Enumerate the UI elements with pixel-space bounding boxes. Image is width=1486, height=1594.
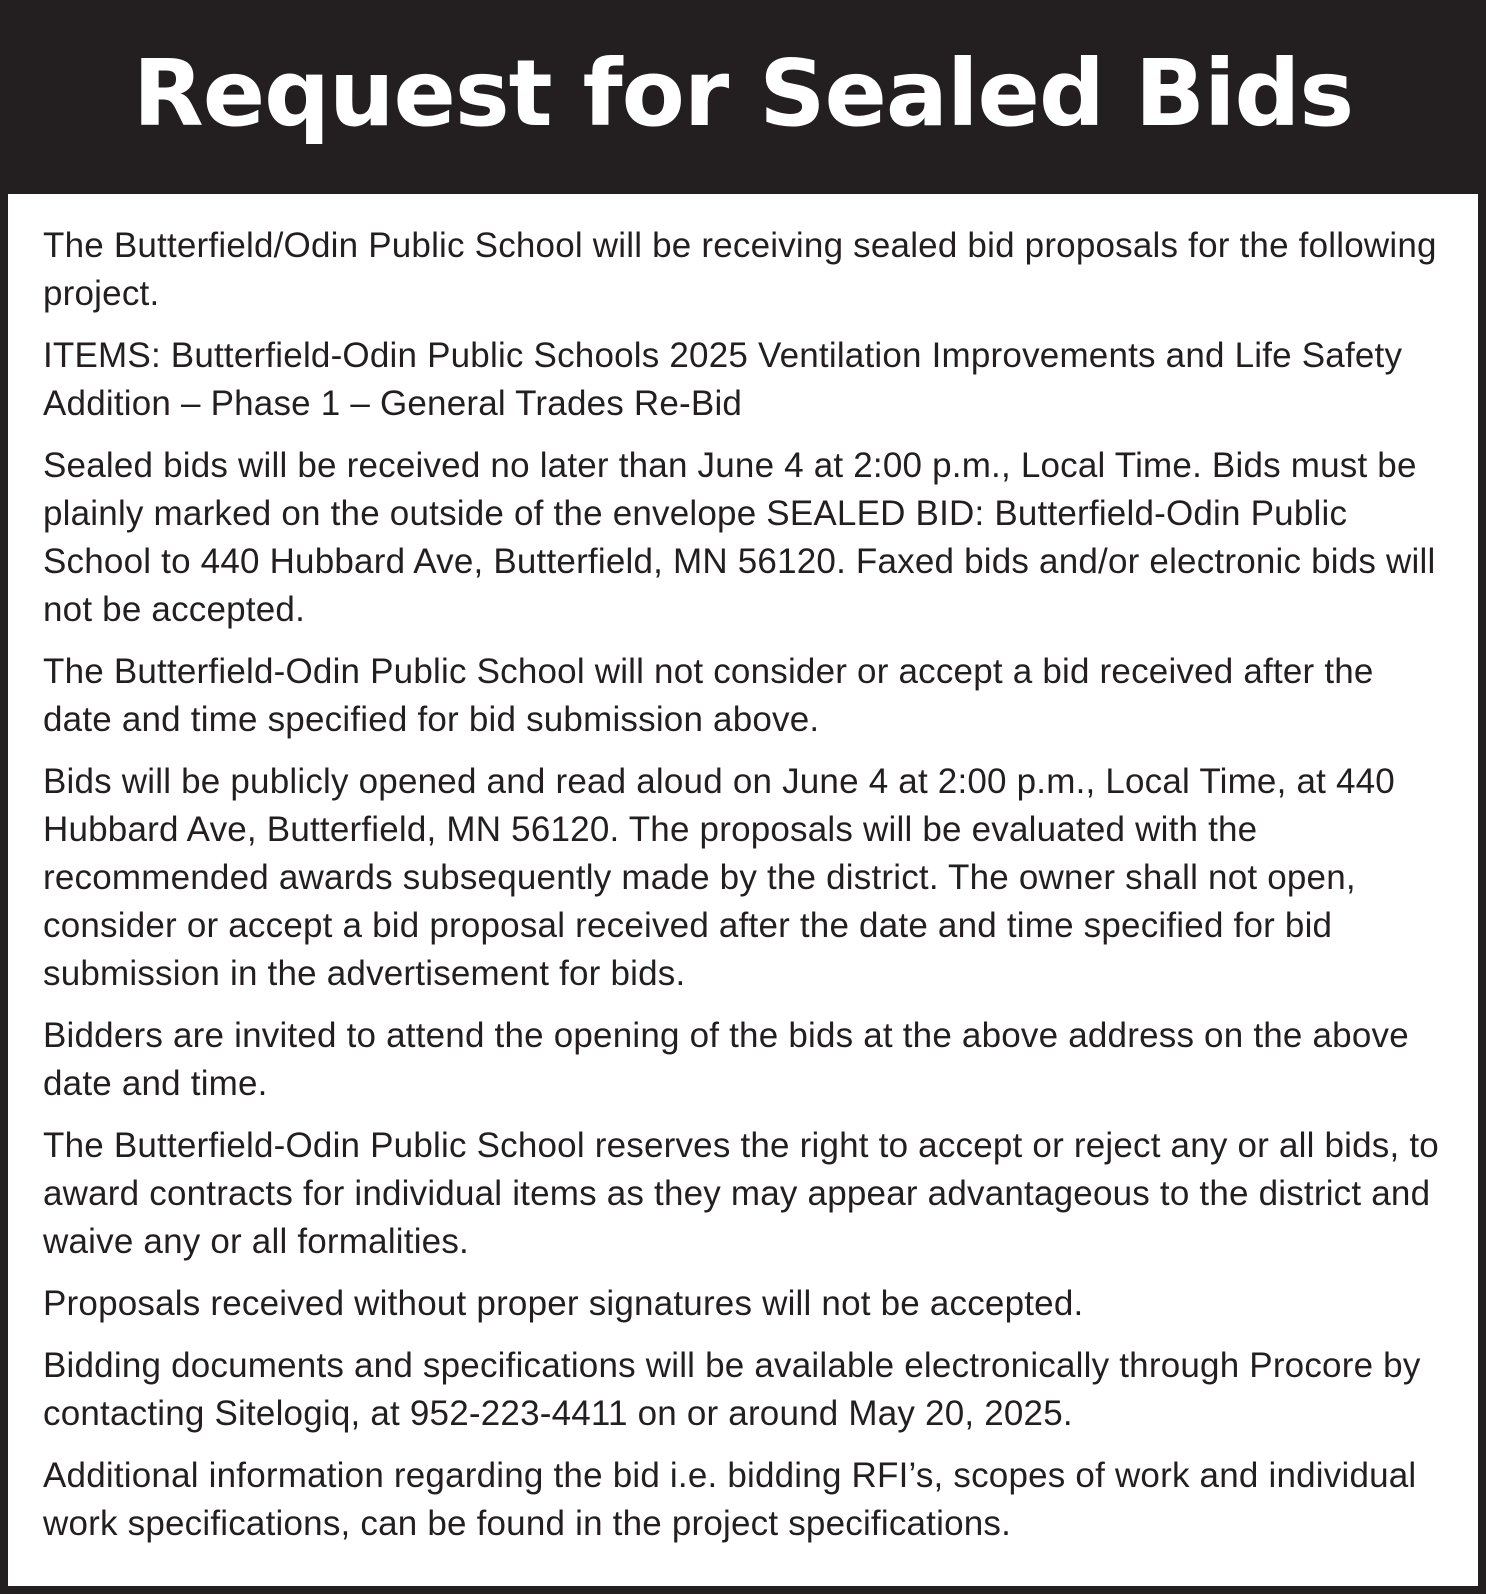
paragraph-invitation: Bidders are invited to attend the opening of the bids at the above address on the above date and time. <box>43 1016 1409 1103</box>
paragraph-items: ITEMS: Butterfield-Odin Public Schools 2025 Ventilation Improvements and Life Safety Addition – Phase 1 – General Trades Re-Bid <box>43 336 1403 423</box>
notice-title: Request for Sealed Bids <box>132 40 1354 147</box>
paragraph-deadline: Sealed bids will be received no later than June 4 at 2:00 p.m., Local Time. Bids must be plainly marked on the outside of the envelope SEALED BID: Butterfield-Odin Public School to 440 Hubbard Ave, Butterfield, MN 56120. Faxed bids and/or electronic bids will not be accepted. <box>43 446 1436 629</box>
paragraph-signatures: Proposals received without proper signatures will not be accepted. <box>43 1284 1084 1323</box>
paragraph-intro: The Butterfield/Odin Public School will be receiving sealed bid proposals for the following project. <box>43 226 1437 313</box>
paragraph-late-bids: The Butterfield-Odin Public School will not consider or accept a bid received after the date and time specified for bid submission above. <box>43 652 1374 739</box>
paragraph-additional-info: Additional information regarding the bid i.e. bidding RFI’s, scopes of work and individual work specifications, can be found in the project specifications. <box>43 1456 1417 1543</box>
paragraph-rights: The Butterfield-Odin Public School reserves the right to accept or reject any or all bids, to award contracts for individual items as they may appear advantageous to the district and waive any or all formalities. <box>43 1126 1439 1261</box>
paragraph-opening: Bids will be publicly opened and read aloud on June 4 at 2:00 p.m., Local Time, at 440 Hubbard Ave, Butterfield, MN 56120. The proposals will be evaluated with the recommended awards subsequently made by the district. The owner shall not open, consider or accept a bid proposal received after the date and time specified for bid submission in the advertisement for bids. <box>43 762 1395 993</box>
paragraph-documents: Bidding documents and specifications will be available electronically through Procore by contacting Sitelogiq, at 952-223-4411 on or around May 20, 2025. <box>43 1346 1421 1433</box>
notice-header <box>8 0 1478 194</box>
notice-body <box>8 194 1478 1586</box>
